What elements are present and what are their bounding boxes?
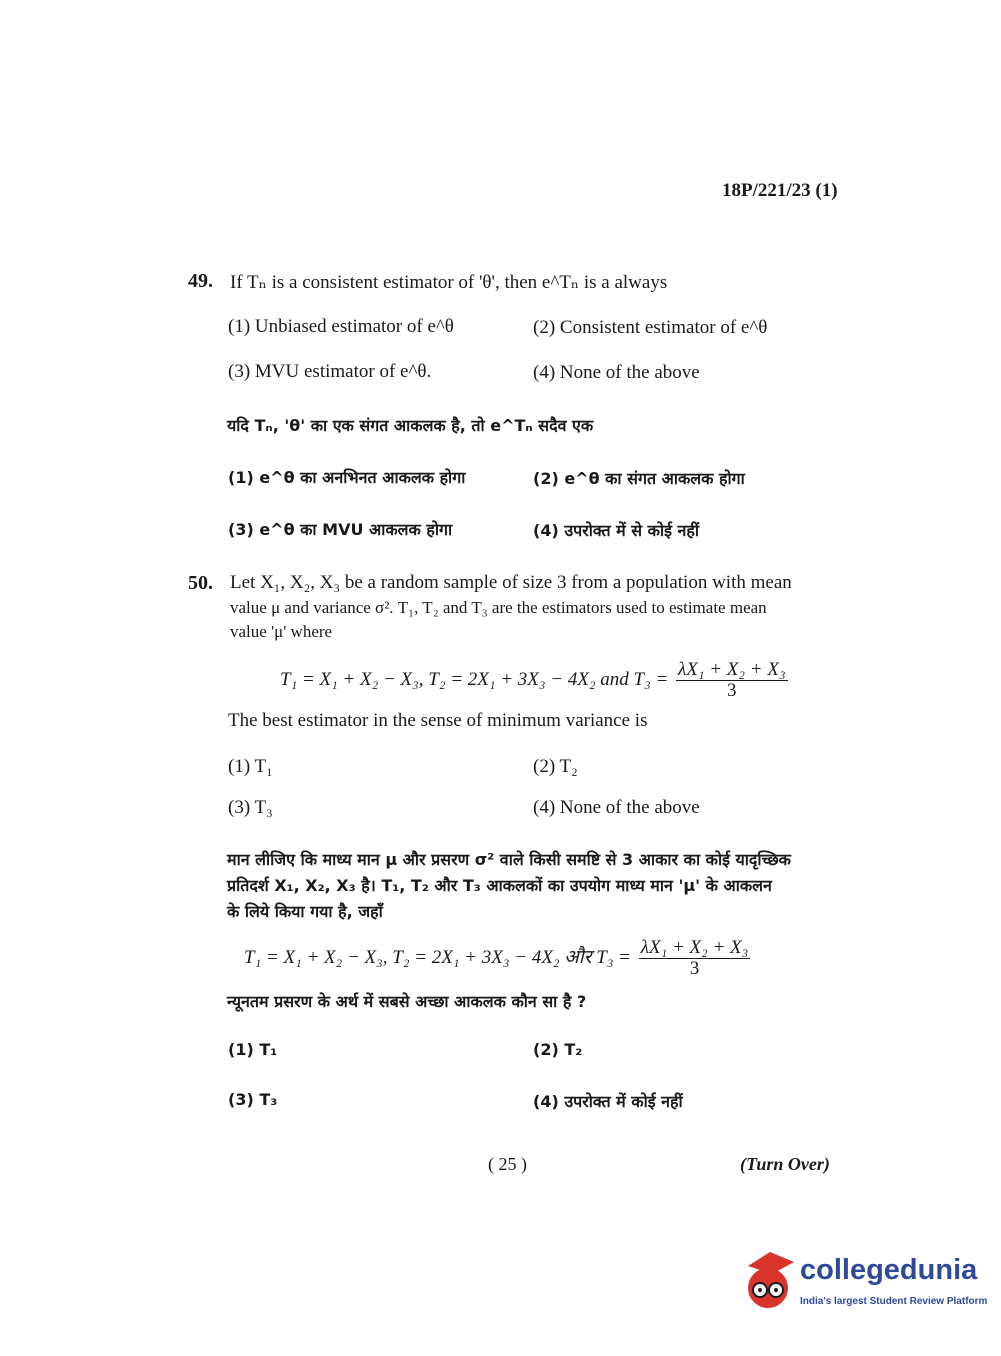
question-50-stem-line-1: Let X₁, X₂, X₃ be a random sample of size 3 from a population with mean — [230, 572, 792, 593]
q50-option-1: (1) T₁ — [228, 756, 273, 777]
question-50-formula — [280, 660, 788, 701]
q49-option-2: (2) Consistent estimator of e^θ — [533, 317, 768, 338]
question-50-hindi-line-3: के लिये किया गया है, जहाँ — [227, 902, 383, 921]
formula-denominator: 3 — [727, 680, 737, 701]
q49-hindi-option-1: (1) e^θ का अनभिनत आकलक होगा — [228, 468, 466, 487]
q50-hindi-option-4: (4) उपरोक्त में कोई नहीं — [533, 1092, 683, 1111]
formula-numerator: λX₁ + X₂ + X₃ — [678, 659, 786, 680]
mascot-icon — [742, 1248, 798, 1316]
paper-code: 18P/221/23 (1) — [722, 180, 838, 201]
q50-hindi-option-1: (1) T₁ — [228, 1040, 278, 1059]
question-50-hindi-line-1: मान लीजिए कि माध्य मान μ और प्रसरण σ² वाले किसी समष्टि से 3 आकार का कोई यादृच्छिक — [227, 850, 791, 869]
question-50-hindi-formula — [244, 938, 750, 979]
question-50-stem-line-2: value μ and variance σ². T₁, T₂ and T₃ are the estimators used to estimate mean — [230, 598, 767, 617]
turn-over-label: (Turn Over) — [740, 1154, 830, 1174]
hindi-formula-left: T₁ = X₁ + X₂ − X₃, T₂ = 2X₁ + 3X₃ − 4X₂ और T₃ = — [244, 946, 631, 968]
question-50-stem-line-3: value 'μ' where — [230, 622, 333, 641]
question-50-hindi-question: न्यूनतम प्रसरण के अर्थ में सबसे अच्छा आकलक कौन सा है ? — [227, 992, 587, 1011]
q49-option-4: (4) None of the above — [533, 362, 700, 383]
q49-hindi-option-2: (2) e^θ का संगत आकलक होगा — [533, 469, 745, 488]
q49-hindi-option-4: (4) उपरोक्त में से कोई नहीं — [533, 521, 700, 540]
formula-fraction — [676, 660, 788, 701]
q49-option-1: (1) Unbiased estimator of e^θ — [228, 316, 454, 337]
formula-left: T₁ = X₁ + X₂ − X₃, T₂ = 2X₁ + 3X₃ − 4X₂ and T₃ = — [280, 668, 669, 690]
q49-hindi-option-3: (3) e^θ का MVU आकलक होगा — [228, 520, 453, 539]
q50-option-3: (3) T₃ — [228, 797, 273, 818]
question-50-hindi-line-2: प्रतिदर्श X₁, X₂, X₃ है। T₁, T₂ और T₃ आकलकों का उपयोग माध्य मान 'μ' के आकलन — [227, 876, 772, 895]
question-50-question: The best estimator in the sense of minimum variance is — [228, 710, 648, 731]
logo-name: collegedunia — [800, 1254, 978, 1286]
logo-tagline: India's largest Student Review Platform — [800, 1296, 988, 1307]
q50-hindi-option-3: (3) T₃ — [228, 1090, 278, 1109]
q50-option-4: (4) None of the above — [533, 797, 700, 818]
q50-option-2: (2) T₂ — [533, 756, 578, 777]
question-49-number: 49. — [188, 270, 213, 292]
hindi-formula-numerator: λX₁ + X₂ + X₃ — [640, 937, 749, 958]
question-49-hindi-stem: यदि Tₙ, 'θ' का एक संगत आकलक है, तो e^Tₙ सदैव एक — [227, 416, 594, 435]
q49-option-3: (3) MVU estimator of e^θ. — [228, 361, 432, 382]
q50-hindi-option-2: (2) T₂ — [533, 1040, 583, 1059]
hindi-formula-denominator: 3 — [689, 958, 700, 979]
page-number: ( 25 ) — [488, 1154, 527, 1174]
collegedunia-logo — [742, 1248, 988, 1320]
question-49-stem: If Tₙ is a consistent estimator of 'θ', then e^Tₙ is a always — [230, 272, 668, 293]
question-50-number: 50. — [188, 572, 213, 594]
hindi-formula-fraction — [639, 938, 751, 979]
